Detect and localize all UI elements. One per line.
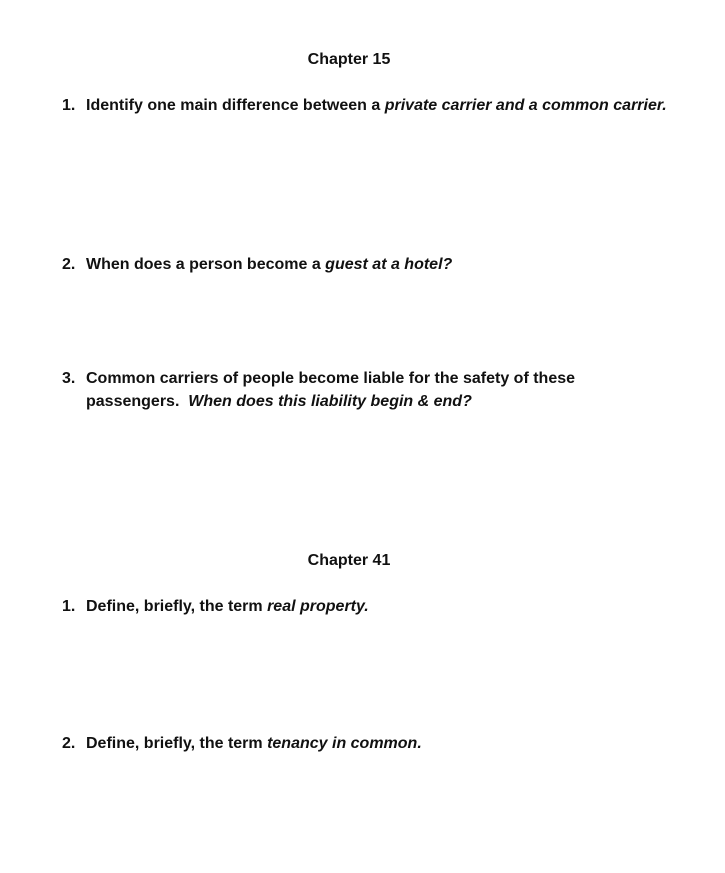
- chapter-15-question-3: [62, 367, 622, 413]
- question-text: [86, 94, 672, 117]
- question-number: 2.: [62, 256, 76, 273]
- question-number: 2.: [62, 735, 76, 752]
- question-number: 1.: [62, 598, 76, 615]
- chapter-41-question-2: [62, 732, 672, 755]
- chapter-15-question-2: [62, 253, 672, 276]
- chapter-15-question-1: [62, 94, 672, 117]
- chapter-41-question-1: [62, 595, 672, 618]
- question-italic-text: tenancy in common.: [267, 735, 422, 752]
- question-text: [86, 595, 672, 618]
- question-number: 1.: [62, 97, 76, 114]
- question-italic-text: real property.: [267, 598, 369, 615]
- question-number: 3.: [62, 370, 76, 387]
- question-text: [86, 253, 672, 276]
- question-plain-text: Define, briefly, the term: [86, 735, 268, 752]
- question-plain-text: Common carriers of people become liable for the safety of these passengers.: [86, 370, 580, 410]
- question-plain-text: Define, briefly, the term: [86, 598, 268, 615]
- question-italic-text: When does this liability begin & end?: [188, 393, 472, 410]
- question-plain-text: When does a person become a: [86, 256, 326, 273]
- question-italic-text: private carrier and a common carrier.: [384, 97, 667, 114]
- question-text: [86, 732, 672, 755]
- question-plain-text: Identify one main difference between a: [86, 97, 385, 114]
- question-italic-text: guest at a hotel?: [325, 256, 453, 273]
- chapter-41-heading: Chapter 41: [307, 552, 391, 569]
- chapter-15-heading: Chapter 15: [307, 51, 391, 68]
- question-text: [86, 367, 622, 413]
